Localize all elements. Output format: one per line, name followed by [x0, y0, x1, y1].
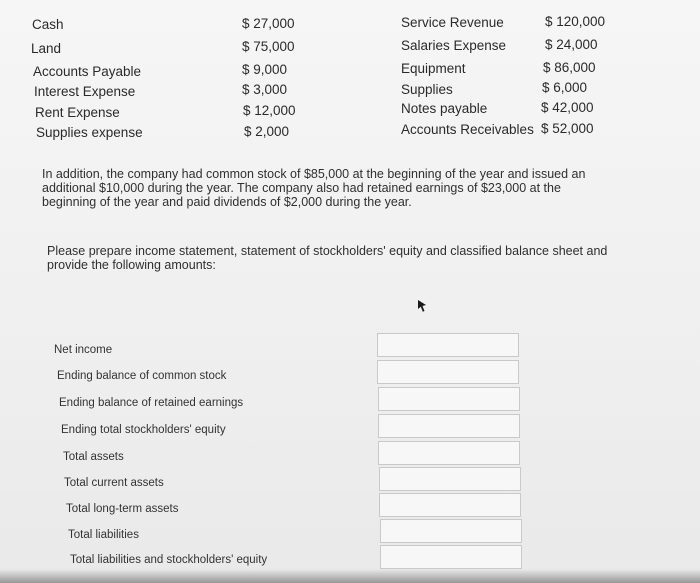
question-label-ending-stockholders-equity: Ending total stockholders' equity — [61, 424, 226, 436]
account-name-land: Land — [31, 41, 62, 56]
account-name-service-revenue: Service Revenue — [401, 15, 504, 30]
question-label-ending-common-stock: Ending balance of common stock — [57, 370, 227, 382]
account-name-interest-expense: Interest Expense — [34, 84, 136, 99]
answer-input-total-long-term-assets[interactable] — [379, 493, 521, 517]
account-name-accounts-payable: Accounts Payable — [33, 64, 142, 79]
question-label-ending-retained-earnings: Ending balance of retained earnings — [59, 397, 244, 409]
account-amount-rent-expense: $ 12,000 — [243, 103, 296, 118]
question-label-total-current-assets: Total current assets — [64, 477, 164, 489]
account-name-equipment: Equipment — [401, 61, 466, 76]
account-amount-supplies: $ 6,000 — [542, 80, 588, 95]
question-label-total-assets: Total assets — [63, 451, 124, 463]
account-name-notes-payable: Notes payable — [401, 101, 488, 116]
question-label-net-income: Net income — [54, 344, 113, 356]
account-amount-service-revenue: $ 120,000 — [545, 14, 606, 29]
account-name-rent-expense: Rent Expense — [35, 105, 120, 120]
additional-info-line-2: additional $10,000 during the year. The company also had retained earnings of $23,000 at the — [42, 181, 561, 195]
question-label-total-liabilities: Total liabilities — [68, 529, 139, 541]
account-name-supplies: Supplies — [401, 82, 453, 97]
answer-input-ending-stockholders-equity[interactable] — [378, 414, 520, 438]
account-name-salaries-expense: Salaries Expense — [401, 38, 507, 53]
account-amount-supplies-expense: $ 2,000 — [244, 124, 290, 139]
account-amount-equipment: $ 86,000 — [543, 60, 596, 75]
account-amount-accounts-receivables: $ 52,000 — [541, 121, 594, 136]
mouse-pointer-icon — [416, 299, 428, 313]
answer-input-total-current-assets[interactable] — [379, 467, 521, 491]
account-amount-accounts-payable: $ 9,000 — [242, 62, 288, 77]
account-amount-cash: $ 27,000 — [242, 16, 295, 31]
answer-input-net-income[interactable] — [377, 333, 519, 357]
answer-input-ending-retained-earnings[interactable] — [378, 387, 520, 411]
answer-input-ending-common-stock[interactable] — [377, 360, 519, 384]
additional-info-line-1: In addition, the company had common stock of $85,000 at the beginning of the year and issued an — [42, 167, 586, 181]
question-label-total-long-term-assets: Total long-term assets — [66, 503, 179, 515]
account-amount-notes-payable: $ 42,000 — [541, 100, 594, 115]
account-amount-interest-expense: $ 3,000 — [242, 82, 288, 97]
answer-input-total-liabilities[interactable] — [380, 519, 522, 543]
additional-info-line-3: beginning of the year and paid dividends of $2,000 during the year. — [42, 195, 412, 209]
question-label-total-liabilities-and-equity: Total liabilities and stockholders' equity — [70, 554, 268, 566]
account-name-cash: Cash — [32, 17, 64, 32]
account-amount-salaries-expense: $ 24,000 — [545, 37, 598, 52]
account-name-supplies-expense: Supplies expense — [36, 125, 143, 140]
answer-input-total-assets[interactable] — [378, 441, 520, 465]
instructions-line-2: provide the following amounts: — [47, 258, 216, 272]
instructions-line-1: Please prepare income statement, statement of stockholders' equity and classified balance sheet and — [47, 244, 608, 258]
account-name-accounts-receivables: Accounts Receivables — [401, 122, 534, 137]
answer-input-total-liabilities-and-equity[interactable] — [380, 545, 522, 569]
account-amount-land: $ 75,000 — [242, 39, 295, 54]
